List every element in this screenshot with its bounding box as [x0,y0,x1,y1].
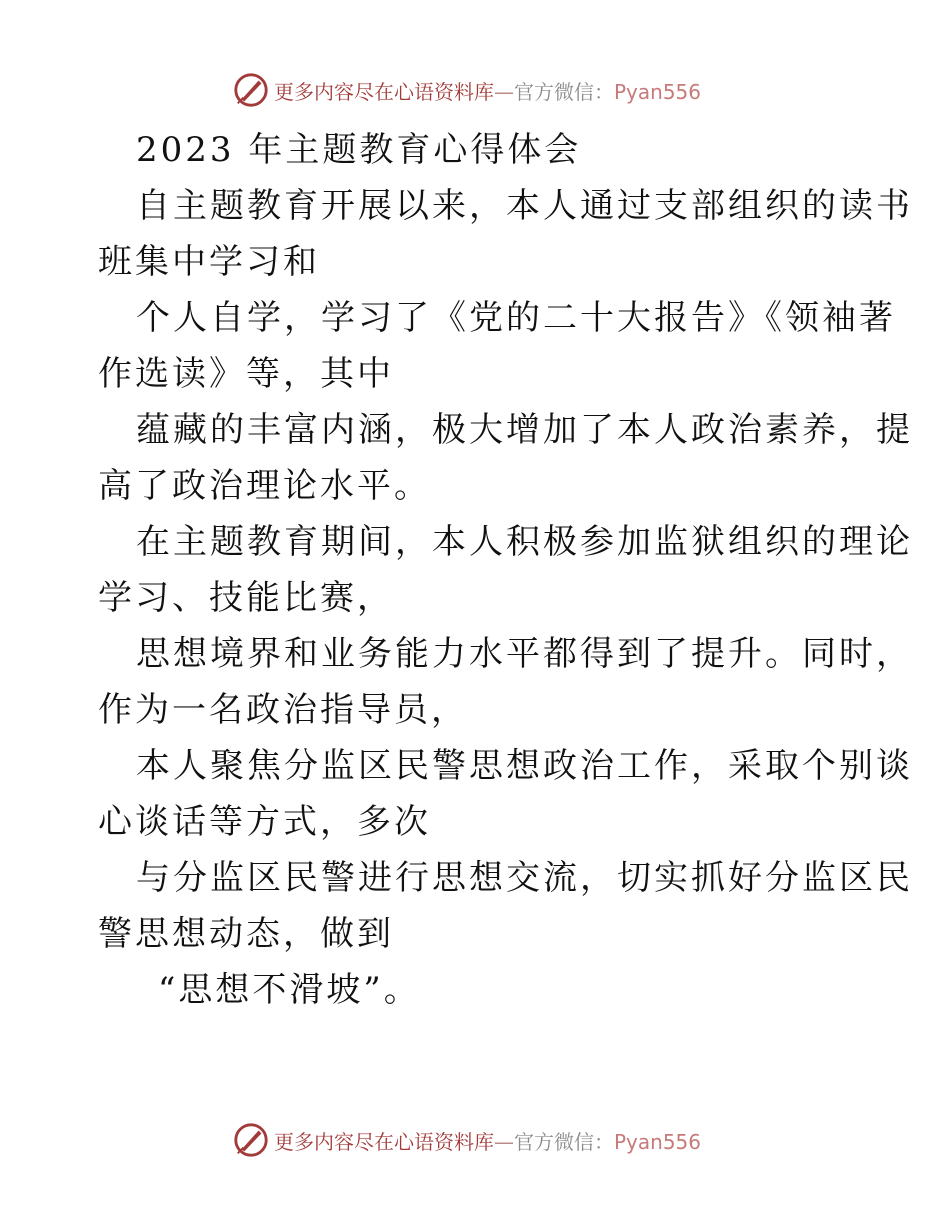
watermark-site-text: 更多内容尽在心语资料库 [274,79,494,104]
paragraph-line: 高了政治理论水平。 [98,466,431,506]
watermark-dash: — [494,1129,514,1154]
watermark-dash: — [494,79,514,104]
paragraph-line: 蕴藏的丰富内涵，极大增加了本人政治素养，提 [136,410,913,450]
paragraph-line: 自主题教育开展以来，本人通过支部组织的读书 [136,186,913,226]
paragraph-line: “思想不滑坡”。 [158,970,421,1010]
paragraph-line: 作为一名政治指导员， [98,690,468,730]
paragraph-line: 与分监区民警进行思想交流，切实抓好分监区民 [136,858,913,898]
watermark-wechat-label: 官方微信： [514,79,614,104]
watermark-site-text: 更多内容尽在心语资料库 [274,1129,494,1154]
paragraph-line: 在主题教育期间，本人积极参加监狱组织的理论 [136,522,913,562]
watermark-wechat-id: Pyan556 [614,1129,702,1154]
paragraph-line: 个人自学，学习了《党的二十大报告》《领袖著 [136,298,896,338]
document-body [98,122,913,1018]
paragraph-line: 作选读》等，其中 [98,354,394,394]
paragraph-line: 本人聚焦分监区民警思想政治工作，采取个别谈 [136,746,913,786]
paragraph-line: 班集中学习和 [98,242,320,282]
watermark-text [274,76,701,105]
quill-pen-logo-icon [232,1121,270,1159]
document-title: 2023 年主题教育心得体会 [136,130,582,170]
paragraph-line: 思想境界和业务能力水平都得到了提升。同时， [136,634,913,674]
watermark-wechat-label: 官方微信： [514,1129,614,1154]
watermark-text [274,1126,701,1155]
footer-watermark [232,1120,701,1160]
quill-pen-logo-icon [232,71,270,109]
header-watermark [232,70,701,110]
paragraph-line: 心谈话等方式，多次 [98,802,431,842]
watermark-wechat-id: Pyan556 [614,79,702,104]
paragraph-line: 学习、技能比赛， [98,578,394,618]
paragraph-line: 警思想动态，做到 [98,914,394,954]
